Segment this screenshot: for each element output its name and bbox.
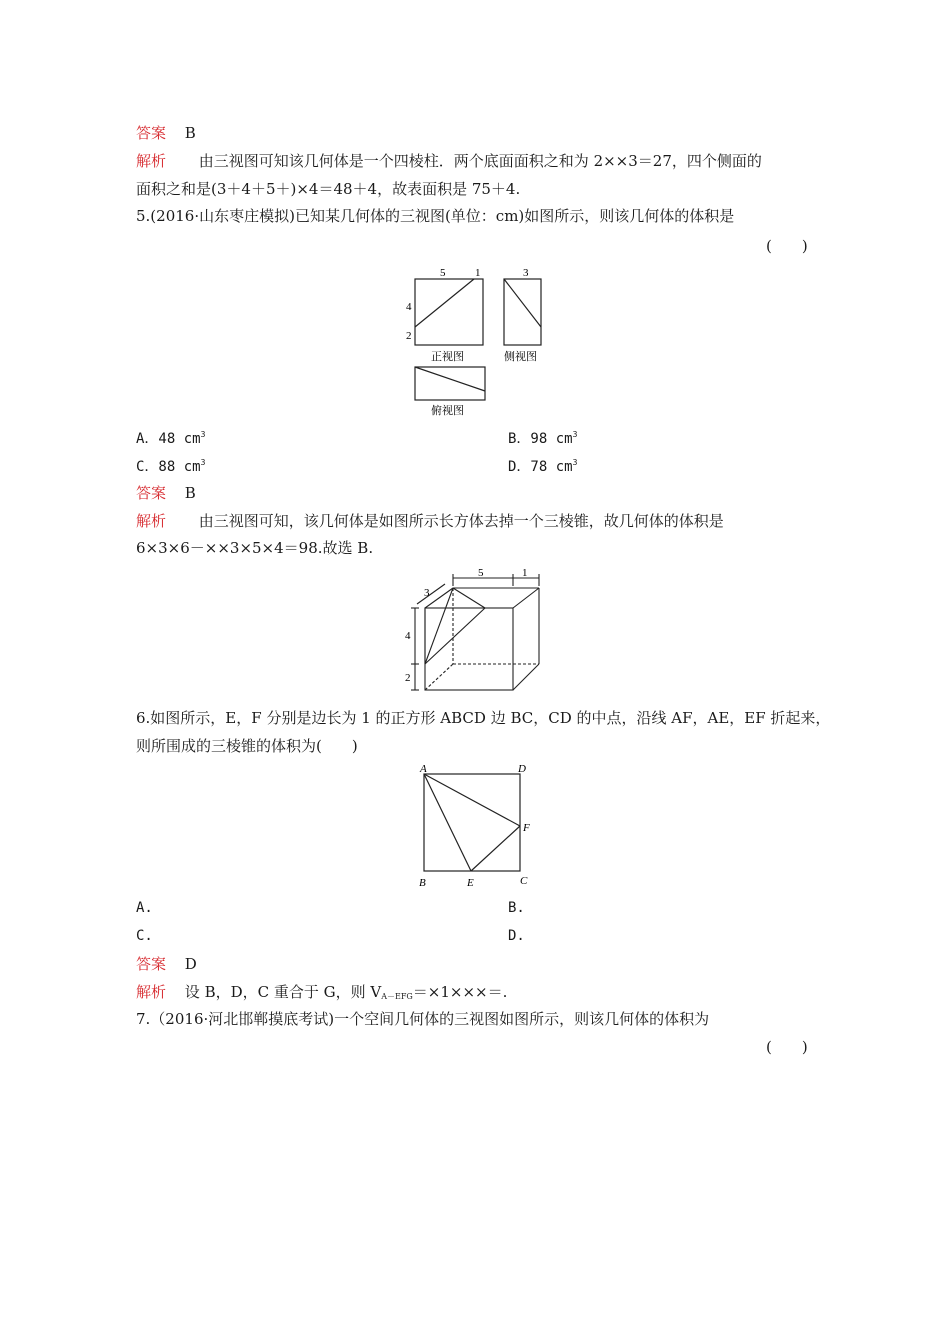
analysis-text-post: ＝×1×××＝. bbox=[412, 983, 508, 1001]
solid-dim-1: 1 bbox=[522, 567, 528, 579]
segment-ae bbox=[424, 774, 471, 871]
q6-option-d[interactable]: D. bbox=[508, 928, 525, 944]
vertex-d: D bbox=[518, 763, 526, 775]
top-view-diagonal bbox=[415, 367, 485, 391]
answer-label: 答案 bbox=[136, 955, 167, 973]
q4-answer bbox=[136, 122, 196, 144]
three-view-figure bbox=[400, 262, 550, 422]
side-dim-3: 3 bbox=[523, 267, 529, 279]
solid-dim-4: 4 bbox=[405, 630, 411, 642]
q5-analysis-2: 6×3×6－××3×5×4＝98.故选 B. bbox=[136, 539, 374, 557]
segment-ef bbox=[471, 826, 520, 871]
analysis-label: 解析 bbox=[136, 152, 167, 170]
side-view-rect bbox=[504, 279, 541, 345]
analysis-label: 解析 bbox=[136, 983, 167, 1001]
q5-analysis-1 bbox=[136, 510, 724, 532]
analysis-subscript: A－EFG bbox=[381, 992, 413, 1001]
q7-stem: 7.（2016·河北邯郸摸底考试)一个空间几何体的三视图如图所示，则该几何体的体积为 bbox=[136, 1010, 710, 1028]
q5-answer-blank: ( ) bbox=[766, 237, 808, 255]
top-view-rect bbox=[415, 367, 485, 400]
solid-dim-5: 5 bbox=[478, 567, 484, 579]
q7-answer-blank: ( ) bbox=[766, 1038, 808, 1056]
q6-option-b[interactable]: B. bbox=[508, 900, 525, 916]
q6-stem-2: 则所围成的三棱锥的体积为( ) bbox=[136, 737, 358, 755]
q5-answer bbox=[136, 482, 196, 504]
analysis-text: 由三视图可知该几何体是一个四棱柱．两个底面面积之和为 2××3＝27，四个侧面的 bbox=[198, 152, 762, 170]
vertex-a: A bbox=[420, 763, 427, 775]
front-view-diagonal bbox=[415, 279, 474, 327]
side-view-diagonal bbox=[504, 279, 541, 327]
q4-analysis-1 bbox=[136, 150, 762, 172]
q4-analysis-2: 面积之和是(3＋4＋5＋)×4＝48＋4，故表面积是 75＋4. bbox=[136, 180, 521, 198]
square-figure bbox=[414, 764, 539, 891]
q6-answer bbox=[136, 953, 197, 975]
solid-figure bbox=[405, 566, 550, 694]
q6-stem-1: 6.如图所示，E，F 分别是边长为 1 的正方形 ABCD 边 BC，CD 的中点，沿线 AF，AE，EF 折起来， bbox=[136, 709, 831, 727]
point-e: E bbox=[467, 877, 474, 889]
front-dim-1: 1 bbox=[475, 267, 481, 279]
q5-stem: 5.(2016·山东枣庄模拟)已知某几何体的三视图(单位：cm)如图所示，则该几何体的体积是 bbox=[136, 207, 735, 225]
answer-value: B bbox=[184, 484, 196, 502]
square-abcd bbox=[424, 774, 520, 871]
answer-label: 答案 bbox=[136, 124, 167, 142]
front-view-rect bbox=[415, 279, 483, 345]
q6-option-a[interactable]: A. bbox=[136, 900, 153, 916]
front-view-caption: 正视图 bbox=[431, 351, 464, 363]
solid-dim-3: 3 bbox=[424, 587, 430, 599]
answer-label: 答案 bbox=[136, 484, 167, 502]
analysis-text-pre: 设 B，D，C 重合于 G，则 V bbox=[184, 983, 382, 1001]
vertex-b: B bbox=[419, 877, 426, 889]
vertex-c: C bbox=[520, 875, 528, 887]
q5-option-d[interactable]: D．78 $cm^3$ bbox=[508, 458, 578, 475]
segment-af bbox=[424, 774, 520, 826]
front-dim-4: 4 bbox=[406, 301, 412, 313]
analysis-text: 由三视图可知，该几何体是如图所示长方体去掉一个三棱锥，故几何体的体积是 bbox=[198, 512, 724, 530]
analysis-label: 解析 bbox=[136, 512, 167, 530]
q5-option-b[interactable]: B．98 $cm^3$ bbox=[508, 430, 578, 447]
top-view-caption: 俯视图 bbox=[431, 405, 464, 417]
front-dim-5: 5 bbox=[440, 267, 446, 279]
front-dim-2: 2 bbox=[406, 330, 412, 342]
q5-option-c[interactable]: C．88 $cm^3$ bbox=[136, 458, 206, 475]
point-f: F bbox=[523, 822, 530, 834]
q6-option-c[interactable]: C. bbox=[136, 928, 153, 944]
q5-option-a[interactable]: A．48 $cm^3$ bbox=[136, 430, 206, 447]
solid-dim-2: 2 bbox=[405, 672, 411, 684]
answer-value: D bbox=[184, 955, 197, 973]
q6-analysis bbox=[136, 981, 507, 1008]
answer-value: B bbox=[184, 124, 196, 142]
side-view-caption: 侧视图 bbox=[504, 351, 537, 363]
